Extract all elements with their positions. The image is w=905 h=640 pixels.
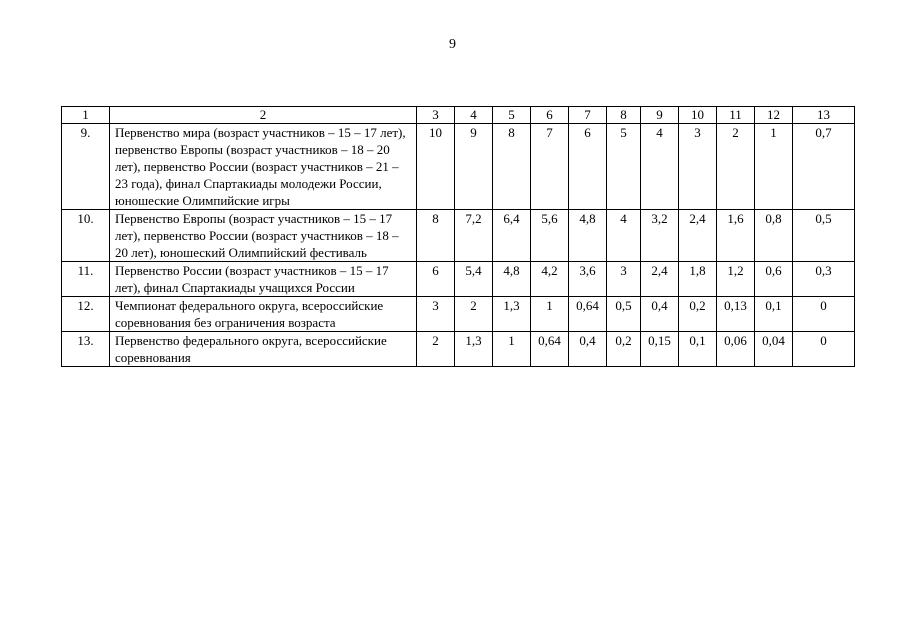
points-cell-col-11: 2 <box>717 124 755 210</box>
competition-description: Первенство Европы (возраст участников – 15 – 17 лет), первенство России (возраст участников – 18 – 20 лет), юношеский Олимпийский фестиваль <box>110 210 417 262</box>
points-cell-col-12: 0,8 <box>755 210 793 262</box>
column-header-7: 7 <box>569 107 607 124</box>
column-header-10: 10 <box>679 107 717 124</box>
points-cell-col-8: 5 <box>607 124 641 210</box>
points-cell-col-10: 1,8 <box>679 262 717 297</box>
points-cell-col-3: 6 <box>417 262 455 297</box>
points-cell-col-13: 0,5 <box>793 210 855 262</box>
table-row <box>62 332 855 367</box>
points-cell-col-3: 8 <box>417 210 455 262</box>
points-cell-col-9: 0,15 <box>641 332 679 367</box>
competition-description: Первенство России (возраст участников – 15 – 17 лет), финал Спартакиады учащихся России <box>110 262 417 297</box>
points-cell-col-5: 6,4 <box>493 210 531 262</box>
header-row <box>62 107 855 124</box>
points-cell-col-4: 9 <box>455 124 493 210</box>
points-cell-col-9: 3,2 <box>641 210 679 262</box>
points-cell-col-13: 0 <box>793 332 855 367</box>
column-header-1: 1 <box>62 107 110 124</box>
table-row <box>62 124 855 210</box>
points-cell-col-8: 0,5 <box>607 297 641 332</box>
points-cell-col-3: 10 <box>417 124 455 210</box>
column-header-4: 4 <box>455 107 493 124</box>
points-cell-col-3: 3 <box>417 297 455 332</box>
table-row <box>62 210 855 262</box>
column-header-12: 12 <box>755 107 793 124</box>
competition-description: Первенство федерального округа, всероссийские соревнования <box>110 332 417 367</box>
points-cell-col-10: 0,2 <box>679 297 717 332</box>
column-header-13: 13 <box>793 107 855 124</box>
points-cell-col-4: 2 <box>455 297 493 332</box>
points-cell-col-7: 0,4 <box>569 332 607 367</box>
points-cell-col-12: 0,6 <box>755 262 793 297</box>
points-cell-col-8: 0,2 <box>607 332 641 367</box>
points-cell-col-5: 8 <box>493 124 531 210</box>
points-cell-col-13: 0,7 <box>793 124 855 210</box>
competition-description: Чемпионат федерального округа, всероссийские соревнования без ограничения возраста <box>110 297 417 332</box>
points-cell-col-6: 4,2 <box>531 262 569 297</box>
points-cell-col-6: 7 <box>531 124 569 210</box>
points-cell-col-7: 3,6 <box>569 262 607 297</box>
points-cell-col-13: 0 <box>793 297 855 332</box>
points-cell-col-6: 0,64 <box>531 332 569 367</box>
page-number: 9 <box>449 37 456 52</box>
table-row <box>62 297 855 332</box>
points-cell-col-5: 4,8 <box>493 262 531 297</box>
points-cell-col-6: 5,6 <box>531 210 569 262</box>
row-number: 10. <box>62 210 110 262</box>
table-body <box>62 107 855 367</box>
points-cell-col-8: 4 <box>607 210 641 262</box>
table-row <box>62 262 855 297</box>
column-header-8: 8 <box>607 107 641 124</box>
competition-description: Первенство мира (возраст участников – 15 – 17 лет), первенство Европы (возраст участников – 18 – 20 лет), первенство России (возраст участников – 21 – 23 года), финал Спартакиады молодежи России, юношеские Олимпийские игры <box>110 124 417 210</box>
points-table <box>61 106 855 367</box>
column-header-9: 9 <box>641 107 679 124</box>
row-number: 11. <box>62 262 110 297</box>
points-cell-col-12: 1 <box>755 124 793 210</box>
points-cell-col-9: 4 <box>641 124 679 210</box>
points-cell-col-13: 0,3 <box>793 262 855 297</box>
points-cell-col-4: 5,4 <box>455 262 493 297</box>
column-header-2: 2 <box>110 107 417 124</box>
points-cell-col-5: 1 <box>493 332 531 367</box>
points-cell-col-7: 6 <box>569 124 607 210</box>
points-cell-col-10: 3 <box>679 124 717 210</box>
column-header-11: 11 <box>717 107 755 124</box>
points-cell-col-10: 0,1 <box>679 332 717 367</box>
row-number: 12. <box>62 297 110 332</box>
column-header-5: 5 <box>493 107 531 124</box>
points-cell-col-7: 4,8 <box>569 210 607 262</box>
column-header-3: 3 <box>417 107 455 124</box>
points-cell-col-4: 1,3 <box>455 332 493 367</box>
points-cell-col-8: 3 <box>607 262 641 297</box>
row-number: 13. <box>62 332 110 367</box>
points-cell-col-11: 0,13 <box>717 297 755 332</box>
points-cell-col-12: 0,1 <box>755 297 793 332</box>
points-cell-col-4: 7,2 <box>455 210 493 262</box>
points-cell-col-10: 2,4 <box>679 210 717 262</box>
points-cell-col-6: 1 <box>531 297 569 332</box>
points-cell-col-9: 0,4 <box>641 297 679 332</box>
points-cell-col-9: 2,4 <box>641 262 679 297</box>
points-cell-col-11: 1,2 <box>717 262 755 297</box>
points-cell-col-5: 1,3 <box>493 297 531 332</box>
row-number: 9. <box>62 124 110 210</box>
column-header-6: 6 <box>531 107 569 124</box>
points-cell-col-3: 2 <box>417 332 455 367</box>
points-cell-col-7: 0,64 <box>569 297 607 332</box>
points-cell-col-12: 0,04 <box>755 332 793 367</box>
points-cell-col-11: 0,06 <box>717 332 755 367</box>
points-cell-col-11: 1,6 <box>717 210 755 262</box>
